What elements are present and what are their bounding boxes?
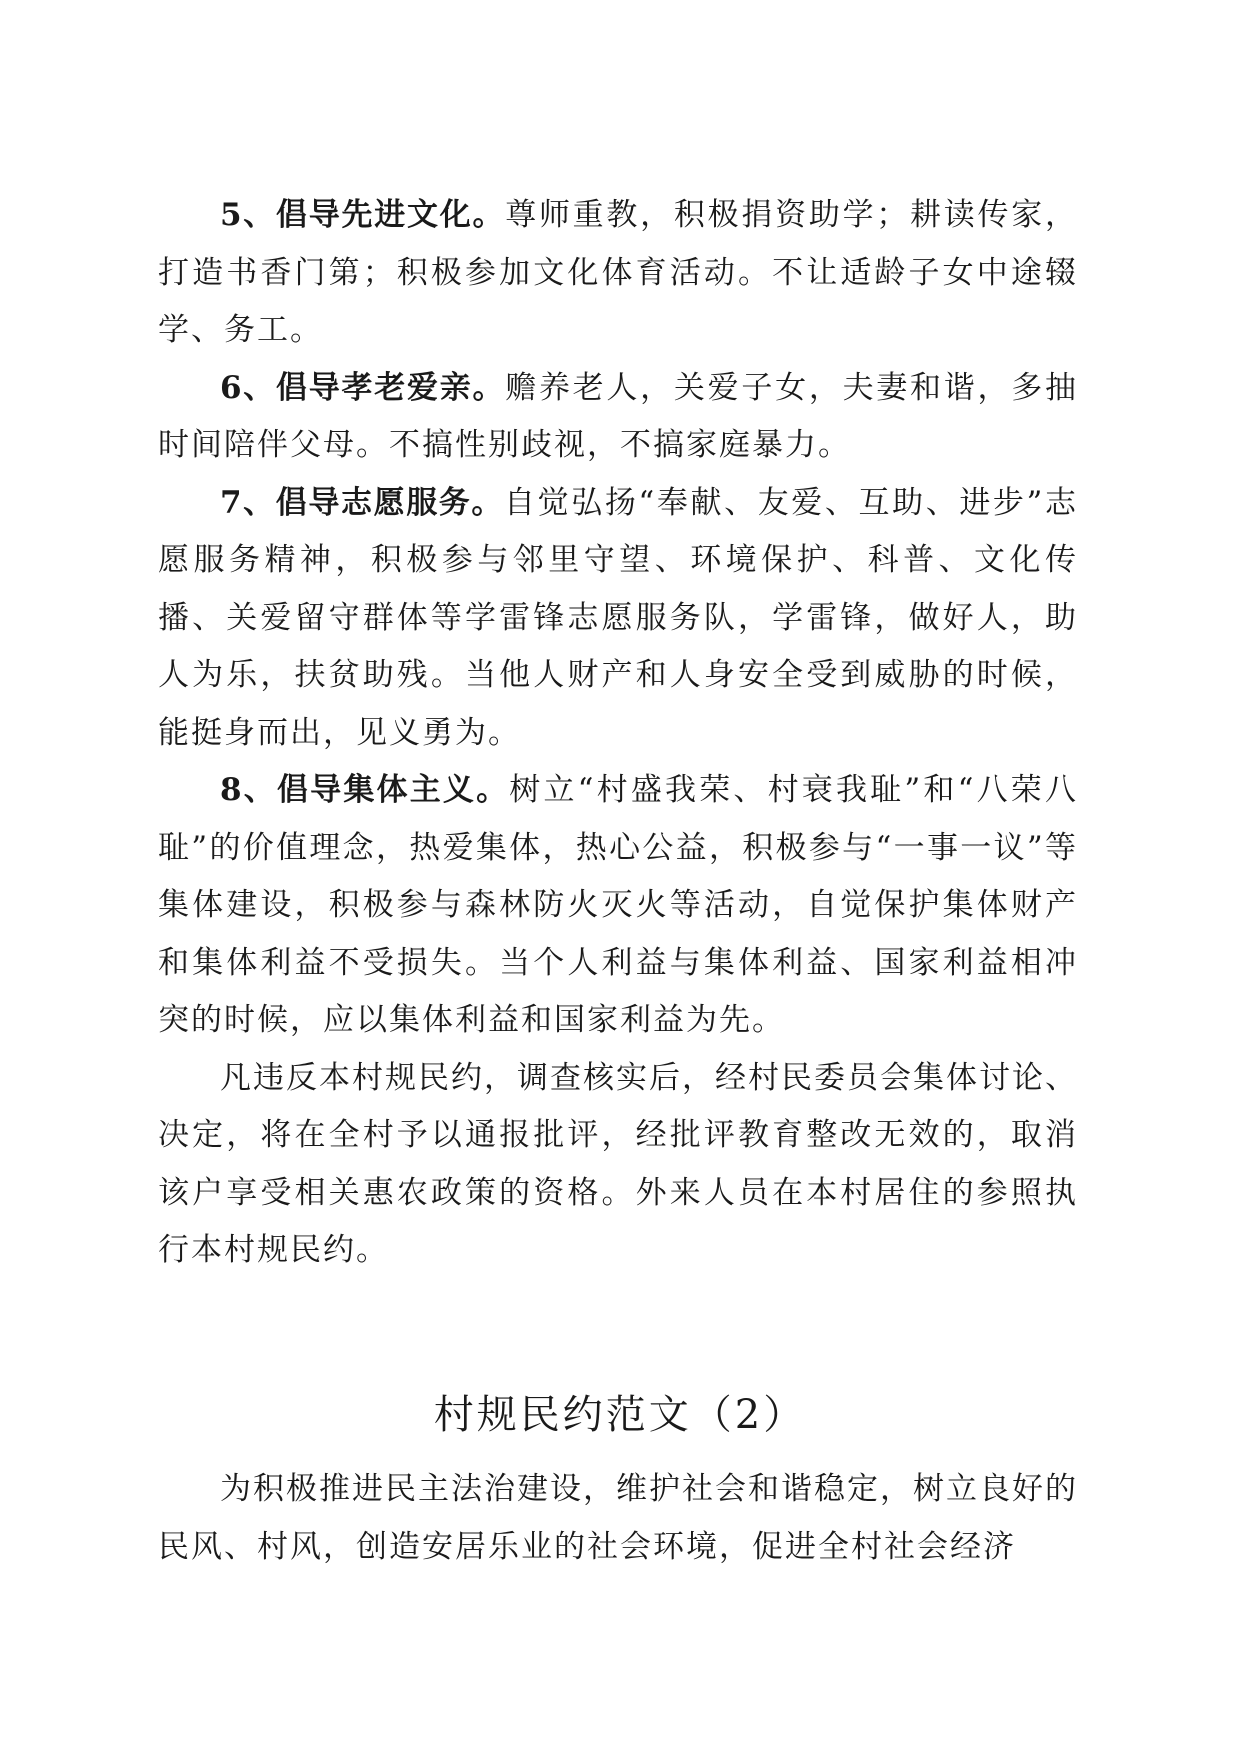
item-5-heading: 5、倡导先进文化。	[220, 197, 506, 233]
item-7-paragraph	[158, 475, 1078, 763]
section-2-title: 村规民约范文（2）	[433, 1392, 807, 1438]
item-6-heading: 6、倡导孝老爱亲。	[220, 369, 506, 406]
section-2-intro-paragraph: 为积极推进民主法治建设，维护社会和谐稳定，树立良好的民风、村风，创造安居乐业的社会环境，促进全村社会经济	[158, 1471, 1078, 1565]
item-8-text: 树立“村盛我荣、村衰我耻”和“八荣八耻”的价值理念，热爱集体，热心公益，积极参与“一事一议”等集体建设，积极参与森林防火灭火等活动，自觉保护集体财产和集体利益不受损失。当个人利益与集体利益、国家利益相冲突的时候，应以集体利益和国家利益为先。	[158, 772, 1078, 1038]
item-5-text: 尊师重教，积极捐资助学；耕读传家，打造书香门第；积极参加文化体育活动。不让适龄子女中途辍学、务工。	[158, 197, 1078, 348]
item-5-paragraph	[158, 187, 1078, 360]
item-7-heading: 7、倡导志愿服务。	[220, 484, 505, 521]
item-8-heading: 8、倡导集体主义。	[220, 772, 510, 808]
regulation-items	[158, 187, 1078, 1280]
item-8-paragraph	[158, 762, 1078, 1050]
item-7-text: 自觉弘扬“奉献、友爱、互助、进步”志愿服务精神，积极参与邻里守望、环境保护、科普、文化传播、关爱留守群体等学雷锋志愿服务队，学雷锋，做好人，助人为乐，扶贫助残。当他人财产和人身安全受到威胁的时候，能挺身而出，见义勇为。	[158, 484, 1078, 751]
item-6-paragraph	[158, 360, 1078, 475]
closing-paragraph: 凡违反本村规民约，调查核实后，经村民委员会集体讨论、决定，将在全村予以通报批评，经批评教育整改无效的，取消该户享受相关惠农政策的资格。外来人员在本村居住的参照执行本村规民约。	[158, 1059, 1078, 1268]
section-2-body	[158, 1461, 1078, 1576]
item-6-text: 赡养老人，关爱子女，夫妻和谐，多抽时间陪伴父母。不搞性别歧视，不搞家庭暴力。	[158, 369, 1078, 463]
